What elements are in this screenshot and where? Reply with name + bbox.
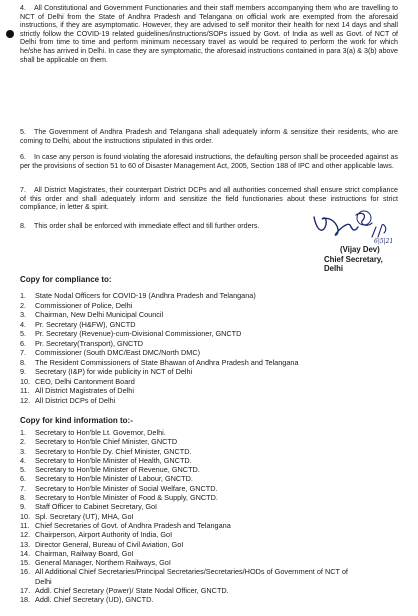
paragraph-number: 8. bbox=[20, 222, 26, 230]
list-item-number: 5. bbox=[20, 329, 27, 338]
list-item bbox=[20, 493, 400, 502]
list-item-text: Secretary to Hon'ble Minister of Revenue, GNCTD. bbox=[35, 465, 200, 475]
list-item-number: 1. bbox=[20, 291, 27, 300]
list-item-text: Pr. Secretary (Revenue)-cum-Divisional Commissioner, GNCTD bbox=[35, 329, 242, 338]
paragraph-number: 4. bbox=[20, 4, 26, 12]
list-item-number: 14. bbox=[20, 548, 31, 558]
list-item-text: Chairman, New Delhi Municipal Council bbox=[35, 310, 164, 319]
list-item-number: 7. bbox=[20, 483, 27, 493]
list-item-number: 13. bbox=[20, 539, 31, 549]
list-item-text: Secretary (I&P) for wide publicity in NCT of Delhi bbox=[35, 367, 193, 376]
list-item-number: 16. bbox=[20, 567, 31, 577]
list-item bbox=[20, 465, 400, 474]
information-list bbox=[20, 428, 400, 605]
list-item bbox=[20, 320, 400, 330]
list-item-text: Secretary to Hon'ble Chief Minister, GNCTD bbox=[35, 437, 178, 447]
list-item bbox=[20, 301, 400, 311]
paragraph-number: 7. bbox=[20, 186, 26, 194]
list-item-number: 6. bbox=[20, 338, 27, 348]
list-item-number: 2. bbox=[20, 437, 27, 447]
list-item-text: Secretary to Hon'ble Minister of Social Welfare, GNCTD. bbox=[35, 483, 218, 493]
list-item-text: Spl. Secretary (UT), MHA, GoI bbox=[35, 511, 134, 521]
list-item bbox=[20, 595, 400, 604]
list-item-text: Commissioner of Police, Delhi bbox=[35, 300, 133, 310]
list-item-text: Chairman, Railway Board, GoI bbox=[35, 548, 134, 558]
list-item bbox=[20, 329, 400, 339]
compliance-heading: Copy for compliance to: bbox=[20, 275, 112, 284]
list-item bbox=[20, 512, 400, 521]
list-item bbox=[20, 348, 400, 358]
list-item bbox=[20, 367, 400, 377]
list-item-number: 1. bbox=[20, 428, 27, 437]
list-item-text: General Manager, Northern Railways, GoI bbox=[35, 558, 171, 568]
list-item-number: 5. bbox=[20, 465, 27, 475]
list-item-number: 11. bbox=[20, 386, 30, 395]
list-item bbox=[20, 567, 400, 586]
paragraph-number: 6. bbox=[20, 153, 26, 161]
paragraph-text: This order shall be enforced with immediate effect and till further orders. bbox=[34, 222, 260, 230]
list-item bbox=[20, 310, 400, 320]
list-item bbox=[20, 484, 400, 493]
list-item-number: 9. bbox=[20, 367, 27, 376]
list-item bbox=[20, 428, 400, 437]
information-heading: Copy for kind information to:- bbox=[20, 416, 133, 425]
bullet-mark bbox=[6, 30, 14, 38]
list-item bbox=[20, 558, 400, 567]
list-item-text: State Nodal Officers for COVID-19 (Andhra Pradesh and Telangana) bbox=[35, 291, 256, 300]
paragraph-4 bbox=[20, 4, 398, 64]
list-item bbox=[20, 396, 400, 406]
list-item-number: 15. bbox=[20, 558, 31, 568]
list-item-text: All Additional Chief Secretaries/Principal Secretaries/Secretaries/HODs of Government of NCT of bbox=[35, 567, 348, 577]
list-item-text: All District Magistrates of Delhi bbox=[35, 386, 134, 395]
list-item-number: 3. bbox=[20, 446, 27, 456]
list-item-number: 8. bbox=[20, 357, 27, 367]
list-item-text: Secretary to Hon'ble Lt. Governor, Delhi. bbox=[35, 428, 166, 437]
list-item-number: 12. bbox=[20, 395, 31, 405]
list-item-text: Pr. Secretary(Transport), GNCTD bbox=[35, 338, 143, 348]
svg-text:6|5|21: 6|5|21 bbox=[374, 238, 394, 245]
list-item-text: Secretary to Hon'ble Minister of Health, GNCTD. bbox=[35, 455, 192, 465]
list-item-number: 6. bbox=[20, 474, 27, 484]
list-item bbox=[20, 447, 400, 456]
handwritten-signature bbox=[276, 207, 396, 247]
list-item-number: 2. bbox=[20, 300, 27, 310]
list-item-number: 4. bbox=[20, 319, 27, 329]
list-item-text: Staff Officer to Cabinet Secretary, GoI bbox=[35, 502, 158, 512]
list-item bbox=[20, 549, 400, 558]
paragraph-6 bbox=[20, 153, 398, 170]
list-item-text: Director General, Bureau of Civil Aviation, GoI bbox=[35, 539, 184, 549]
list-item bbox=[20, 377, 400, 387]
list-item-continuation: Delhi bbox=[35, 576, 52, 586]
paragraph-5 bbox=[20, 128, 398, 145]
list-item-text: Chief Secretaries of Govt. of Andhra Pradesh and Telangana bbox=[35, 520, 231, 530]
list-item-text: The Resident Commissioners of State Bhawan of Andhra Pradesh and Telangana bbox=[35, 357, 299, 367]
list-item bbox=[20, 586, 400, 595]
list-item-text: Secretary to Hon'ble Dy. Chief Minister, GNCTD. bbox=[35, 446, 192, 456]
list-item-number: 10. bbox=[20, 511, 31, 521]
list-item-text: Secretary to Hon'ble Minister of Food & Supply, GNCTD. bbox=[35, 493, 218, 503]
list-item bbox=[20, 386, 400, 396]
list-item-number: 12. bbox=[20, 530, 31, 540]
list-item-number: 9. bbox=[20, 502, 27, 512]
list-item bbox=[20, 502, 400, 511]
list-item-number: 3. bbox=[20, 310, 27, 319]
list-item-text: Addl. Chief Secretary (UD), GNCTD. bbox=[35, 595, 154, 605]
list-item bbox=[20, 521, 400, 530]
list-item-text: CEO, Delhi Cantonment Board bbox=[35, 376, 135, 386]
list-item-number: 11. bbox=[20, 520, 30, 530]
paragraph-number: 5. bbox=[20, 128, 26, 136]
paragraph-text: In case any person is found violating the aforesaid instructions, the defaulting person shall be proceeded against as per the provisions of section 51 to 60 of Disaster Management Act, 2005, Section 188 of IPC and other applicable laws. bbox=[20, 153, 398, 170]
list-item-number: 18. bbox=[20, 595, 31, 605]
list-item-text: Pr. Secretary (H&FW), GNCTD bbox=[35, 319, 136, 329]
list-item bbox=[20, 456, 400, 465]
list-item bbox=[20, 339, 400, 349]
list-item-number: 7. bbox=[20, 348, 27, 357]
list-item-text: Addl. Chief Secretary (Power)/ State Nodal Officer, GNCTD. bbox=[35, 586, 229, 596]
signatory-name: (Vijay Dev) bbox=[340, 245, 380, 254]
list-item bbox=[20, 358, 400, 368]
paragraph-text: The Government of Andhra Pradesh and Telangana shall adequately inform & sensitize their residents, who are coming to Delhi, about the instructions stipulated in this order. bbox=[20, 128, 398, 145]
list-item-number: 17. bbox=[20, 586, 31, 596]
compliance-list bbox=[20, 291, 400, 405]
paragraph-text: All District Magistrates, their counterpart District DCPs and all authorities concerned shall ensure strict compliance of this order and shall adequately inform and sensitize the field functionaries about these instructions for strict compliance, in letter & spirit. bbox=[20, 186, 398, 212]
list-item-text: All District DCPs of Delhi bbox=[35, 395, 116, 405]
list-item-text: Secretary to Hon'ble Minister of Labour, GNCTD. bbox=[35, 474, 193, 484]
list-item bbox=[20, 474, 400, 483]
list-item-text: Commissioner (South DMC/East DMC/North DMC) bbox=[35, 348, 201, 357]
list-item bbox=[20, 530, 400, 539]
list-item bbox=[20, 437, 400, 446]
signatory-title: Chief Secretary, Delhi bbox=[324, 255, 383, 273]
list-item-text: Chairperson, Airport Authority of India, GoI bbox=[35, 530, 173, 540]
list-item-number: 10. bbox=[20, 376, 31, 386]
list-item-number: 4. bbox=[20, 455, 27, 465]
list-item bbox=[20, 291, 400, 301]
list-item-number: 8. bbox=[20, 493, 27, 503]
paragraph-text: All Constitutional and Government Functionaries and their staff members accompanying them who are travelling to NCT of Delhi from the State of Andhra Pradesh and Telangana on official work are exempted from the aforesaid instructions, if they are asymptomatic. However, they are advised to self monitor their health for next 14 days and shall strictly follow the COVID-19 related guidelines/instructions/SOPs issued by Govt. of India as well as Govt. of NCT of Delhi from time to time and perform minimum necessary travel as would be required to perform the work for which he/she has arrived in Delhi. In case they are symptomatic, the aforesaid instructions contained in para 3(a) & 3(b) above shall be applicable on them. bbox=[20, 4, 398, 64]
list-item bbox=[20, 540, 400, 549]
signature-block bbox=[276, 207, 396, 273]
